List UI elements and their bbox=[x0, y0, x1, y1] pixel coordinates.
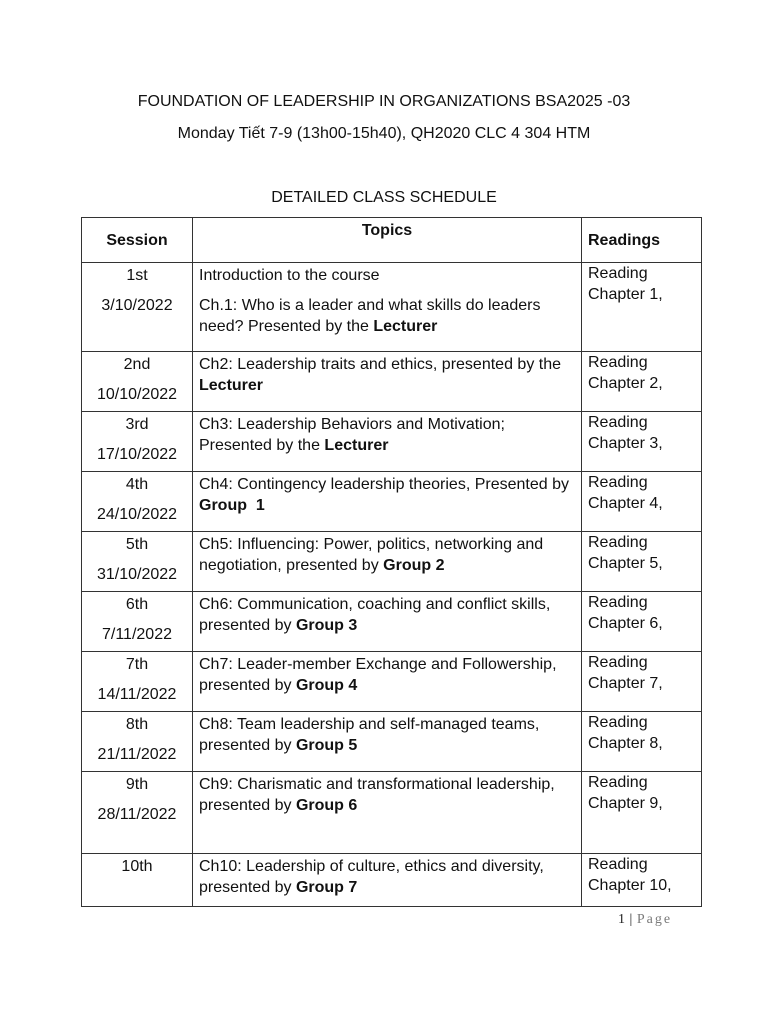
reading-cell bbox=[582, 854, 702, 907]
reading-chapter: Chapter 5, bbox=[588, 555, 663, 572]
reading-chapter: Chapter 3, bbox=[588, 435, 663, 452]
topic-text bbox=[199, 295, 575, 337]
topic-cell bbox=[193, 712, 582, 772]
topic-description: Ch2: Leadership traits and ethics, presented by the bbox=[199, 356, 561, 373]
topic-description: Ch3: Leadership Behaviors and Motivation; Presented by the bbox=[199, 416, 505, 454]
session-date: 10/10/2022 bbox=[96, 386, 178, 403]
topic-cell bbox=[193, 854, 582, 907]
page-footer bbox=[618, 912, 672, 928]
topic-description: Ch6: Communication, coaching and conflict skills, presented by bbox=[199, 596, 551, 634]
reading-label: Reading bbox=[588, 534, 648, 551]
session-number: 1st bbox=[126, 267, 148, 284]
table-row bbox=[82, 854, 702, 907]
reading-cell bbox=[582, 472, 702, 532]
session-number: 2nd bbox=[123, 356, 151, 373]
topic-presenter: Group 4 bbox=[295, 677, 358, 694]
session-number: 9th bbox=[125, 776, 149, 793]
reading-cell bbox=[582, 263, 702, 352]
class-time-location: Monday Tiết 7-9 (13h00-15h40), QH2020 CLC 4 304 HTM bbox=[177, 125, 591, 142]
topic-description: Ch10: Leadership of culture, ethics and diversity, presented by bbox=[199, 858, 544, 896]
reading-chapter: Chapter 8, bbox=[588, 735, 663, 752]
session-cell bbox=[82, 592, 193, 652]
session-cell bbox=[82, 352, 193, 412]
table-row bbox=[82, 352, 702, 412]
session-cell bbox=[82, 854, 193, 907]
column-header-session: Session bbox=[82, 218, 193, 263]
page-number: 1 bbox=[618, 912, 626, 927]
reading-cell bbox=[582, 592, 702, 652]
session-number: 5th bbox=[125, 536, 149, 553]
reading-label: Reading bbox=[588, 354, 648, 371]
topic-presenter: Group 6 bbox=[295, 797, 358, 814]
document-title: FOUNDATION OF LEADERSHIP IN ORGANIZATIONS BSA2025 -03 bbox=[137, 93, 631, 110]
reading-cell bbox=[582, 772, 702, 854]
session-cell bbox=[82, 472, 193, 532]
session-date: 7/11/2022 bbox=[102, 626, 172, 643]
reading-chapter: Chapter 9, bbox=[588, 795, 663, 812]
table-row bbox=[82, 472, 702, 532]
topic-description: Ch9: Charismatic and transformational leadership, presented by bbox=[199, 776, 555, 814]
topic-cell bbox=[193, 472, 582, 532]
session-number: 3rd bbox=[125, 416, 149, 433]
topic-cell bbox=[193, 263, 582, 352]
session-number: 4th bbox=[125, 476, 149, 493]
topic-presenter: Group 2 bbox=[383, 557, 445, 574]
column-header-readings: Readings bbox=[582, 218, 702, 263]
reading-chapter: Chapter 4, bbox=[588, 495, 663, 512]
reading-chapter: Chapter 2, bbox=[588, 375, 663, 392]
topic-description: Ch8: Team leadership and self-managed teams, presented by bbox=[199, 716, 540, 754]
session-cell bbox=[82, 412, 193, 472]
topic-presenter: Lecturer bbox=[199, 377, 264, 394]
reading-label: Reading bbox=[588, 414, 648, 431]
table-header-row bbox=[82, 218, 702, 263]
session-number: 8th bbox=[125, 716, 149, 733]
reading-cell bbox=[582, 652, 702, 712]
table-row bbox=[82, 772, 702, 854]
topic-presenter: Lecturer bbox=[324, 437, 389, 454]
topic-presenter: Group 7 bbox=[295, 879, 358, 896]
reading-label: Reading bbox=[588, 714, 648, 731]
reading-label: Reading bbox=[588, 594, 648, 611]
topic-cell bbox=[193, 772, 582, 854]
session-date: 24/10/2022 bbox=[96, 506, 178, 523]
table-row bbox=[82, 652, 702, 712]
topic-cell bbox=[193, 532, 582, 592]
table-row bbox=[82, 592, 702, 652]
topic-cell bbox=[193, 652, 582, 712]
reading-label: Reading bbox=[588, 856, 648, 873]
reading-chapter: Chapter 10, bbox=[588, 877, 672, 894]
session-cell bbox=[82, 652, 193, 712]
session-cell bbox=[82, 712, 193, 772]
topic-cell bbox=[193, 352, 582, 412]
session-cell bbox=[82, 263, 193, 352]
session-date: 21/11/2022 bbox=[97, 746, 177, 763]
column-header-topics: Topics bbox=[193, 218, 582, 263]
reading-cell bbox=[582, 352, 702, 412]
topic-presenter: Group 5 bbox=[295, 737, 358, 754]
reading-label: Reading bbox=[588, 654, 648, 671]
session-cell bbox=[82, 772, 193, 854]
session-date: 31/10/2022 bbox=[96, 566, 178, 583]
session-cell bbox=[82, 532, 193, 592]
table-row bbox=[82, 263, 702, 352]
table-row bbox=[82, 712, 702, 772]
session-date: 28/11/2022 bbox=[97, 806, 177, 823]
session-date: 3/10/2022 bbox=[101, 297, 173, 314]
reading-label: Reading bbox=[588, 265, 648, 282]
table-row bbox=[82, 532, 702, 592]
topic-presenter: Group 1 bbox=[199, 497, 265, 514]
topic-presenter: Lecturer bbox=[373, 318, 438, 335]
session-date: 14/11/2022 bbox=[97, 686, 177, 703]
reading-label: Reading bbox=[588, 474, 648, 491]
reading-cell bbox=[582, 532, 702, 592]
schedule-heading: DETAILED CLASS SCHEDULE bbox=[271, 189, 497, 206]
topic-intro: Introduction to the course bbox=[199, 267, 380, 284]
reading-cell bbox=[582, 712, 702, 772]
topic-cell bbox=[193, 592, 582, 652]
table-row bbox=[82, 412, 702, 472]
reading-chapter: Chapter 7, bbox=[588, 675, 663, 692]
topic-cell bbox=[193, 412, 582, 472]
session-date: 17/10/2022 bbox=[96, 446, 178, 463]
reading-chapter: Chapter 6, bbox=[588, 615, 663, 632]
reading-label: Reading bbox=[588, 774, 648, 791]
topic-presenter: Group 3 bbox=[295, 617, 358, 634]
topic-description: Ch7: Leader-member Exchange and Followership, presented by bbox=[199, 656, 557, 694]
topic-description: Ch.1: Who is a leader and what skills do leaders need? Presented by the bbox=[199, 297, 541, 335]
session-number: 7th bbox=[125, 656, 149, 673]
topic-description: Ch5: Influencing: Power, politics, networking and negotiation, presented by bbox=[199, 536, 544, 574]
reading-cell bbox=[582, 412, 702, 472]
reading-chapter: Chapter 1, bbox=[588, 286, 663, 303]
session-number: 10th bbox=[121, 858, 153, 875]
topic-description: Ch4: Contingency leadership theories, Presented by bbox=[199, 476, 569, 493]
page-separator: | bbox=[629, 912, 633, 927]
session-number: 6th bbox=[125, 596, 149, 613]
page-label: Page bbox=[636, 912, 673, 927]
class-schedule-table bbox=[81, 217, 702, 907]
